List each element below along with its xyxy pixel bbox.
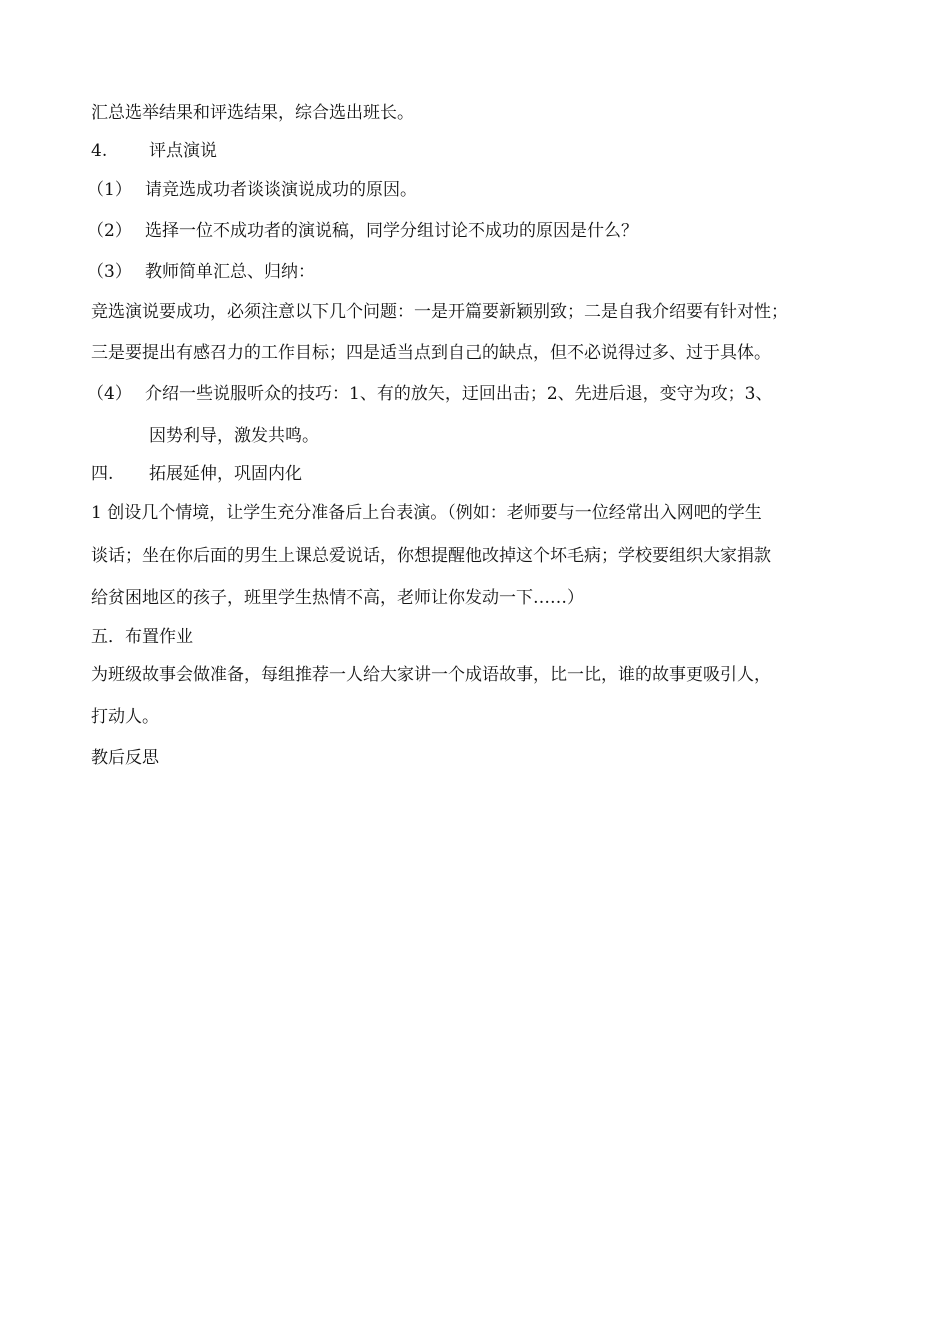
item-text: 评点演说	[149, 141, 217, 161]
section-heading	[91, 463, 302, 485]
paragraph-line	[91, 342, 771, 364]
line-text: 三是要提出有感召力的工作目标；四是适当点到自己的缺点，但不必说得过多、过于具体。	[91, 343, 771, 363]
section-title: 教后反思	[91, 748, 159, 768]
list-item	[87, 220, 638, 242]
line-text: 给贫困地区的孩子，班里学生热情不高，老师让你发动一下……）	[91, 588, 584, 608]
item-number: （1）	[87, 180, 132, 200]
section-title: 五．布置作业	[91, 627, 193, 647]
item-text: 请竞选成功者谈谈演说成功的原因。	[145, 180, 417, 200]
paragraph-line	[91, 301, 788, 323]
paragraph-line	[91, 502, 762, 524]
section-heading	[91, 626, 193, 648]
line-text: 汇总选举结果和评选结果，综合选出班长。	[91, 103, 414, 123]
line-text: 谈话；坐在你后面的男生上课总爱说话，你想提醒他改掉这个坏毛病；学校要组织大家捐款	[91, 546, 771, 566]
list-item	[87, 179, 417, 201]
item-text: 选择一位不成功者的演说稿，同学分组讨论不成功的原因是什么？	[145, 221, 638, 241]
section-number: 四.	[91, 464, 114, 484]
line-text: 为班级故事会做准备，每组推荐一人给大家讲一个成语故事，比一比，谁的故事更吸引人，	[91, 665, 771, 685]
line-text: 打动人。	[91, 707, 159, 727]
item-number: （4）	[87, 384, 132, 404]
paragraph-line	[91, 664, 771, 686]
list-item	[87, 383, 773, 405]
line-text: 因势利导，激发共鸣。	[149, 426, 319, 446]
line-text: 竞选演说要成功，必须注意以下几个问题：一是开篇要新颖别致；二是自我介绍要有针对性；	[91, 302, 788, 322]
item-number: （3）	[87, 262, 132, 282]
paragraph-line	[91, 706, 159, 728]
item-text: 介绍一些说服听众的技巧：1、有的放矢，迂回出击；2、先进后退，变守为攻；3、	[145, 384, 773, 404]
section-title: 拓展延伸，巩固内化	[149, 464, 302, 484]
item-text: 教师简单汇总、归纳：	[145, 262, 315, 282]
list-item	[87, 261, 315, 283]
section-heading	[91, 747, 159, 769]
item-number: 4.	[91, 141, 108, 161]
paragraph-line	[149, 425, 319, 447]
paragraph-line	[91, 545, 771, 567]
paragraph-line	[91, 587, 584, 609]
paragraph-line	[91, 102, 414, 124]
line-text: 1 创设几个情境，让学生充分准备后上台表演。（例如：老师要与一位经常出入网吧的学生	[91, 503, 762, 523]
item-number: （2）	[87, 221, 132, 241]
list-item	[91, 140, 217, 162]
